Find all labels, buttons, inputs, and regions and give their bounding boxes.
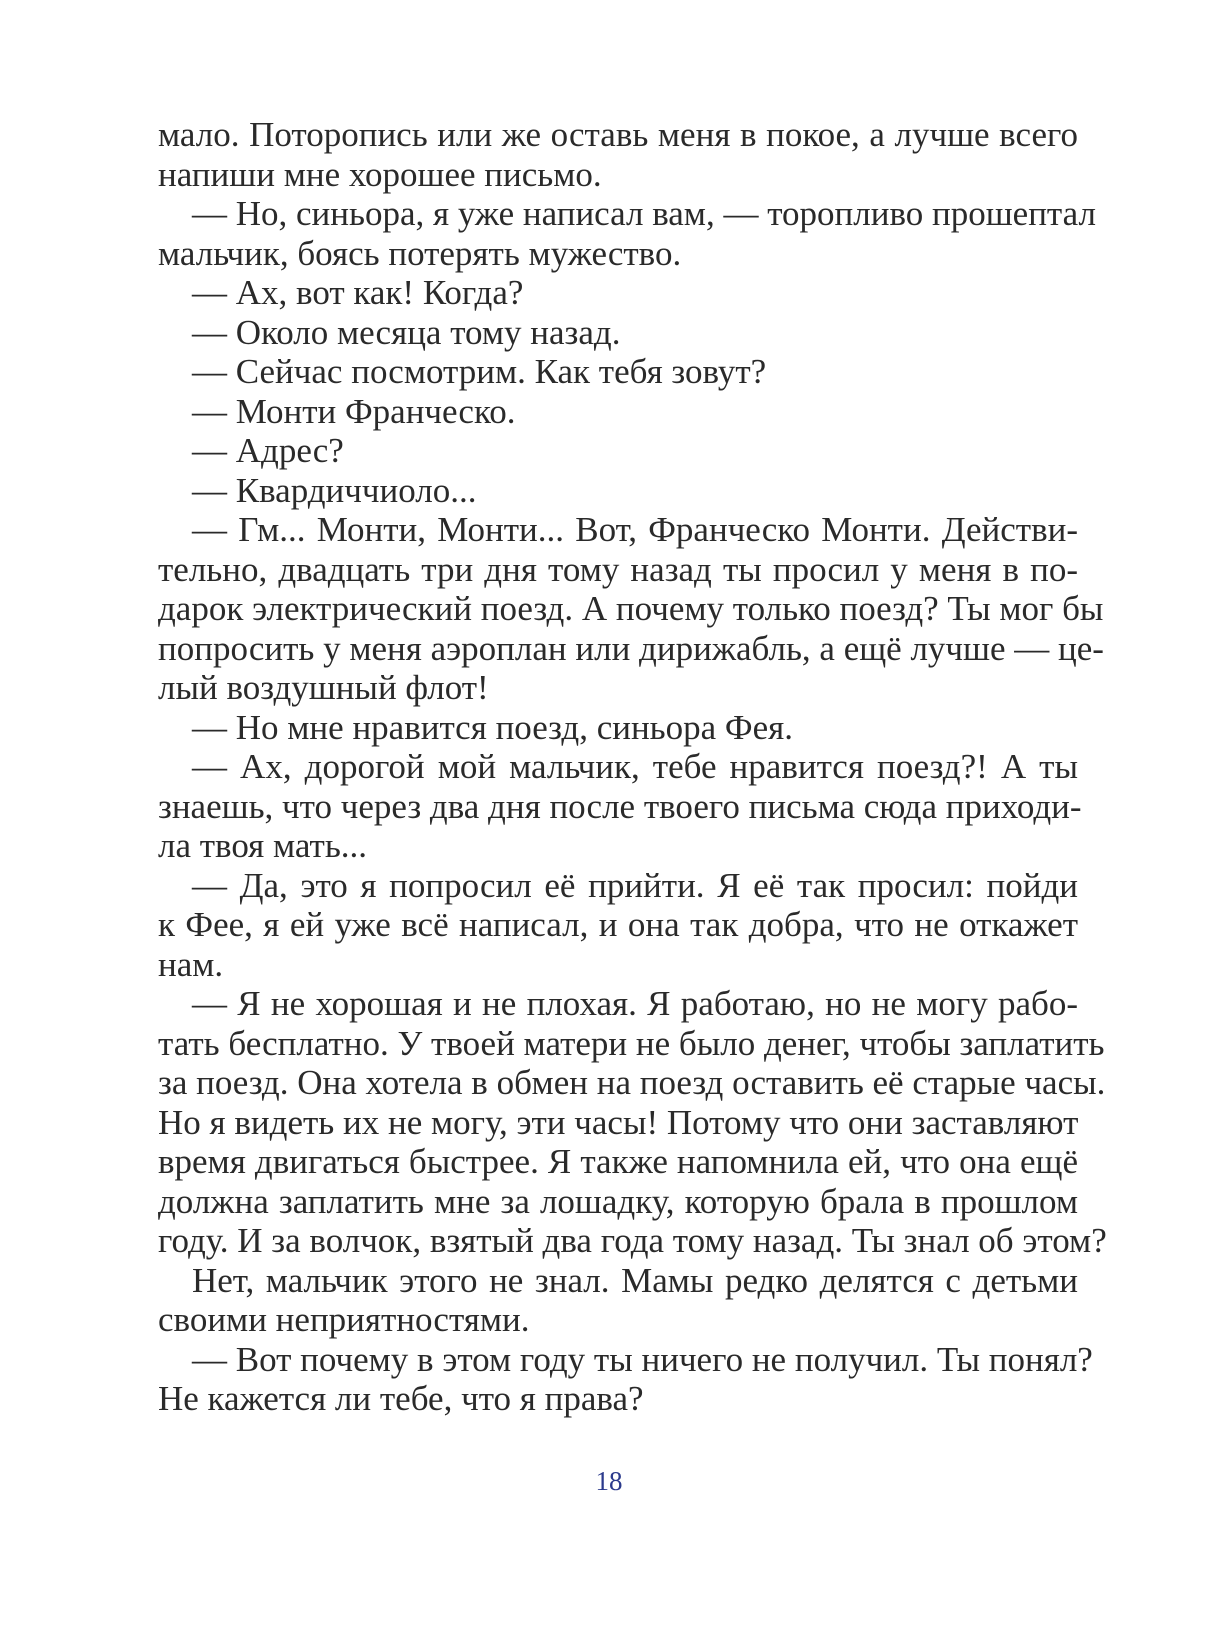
paragraph — [158, 1261, 1078, 1340]
text-line: — Ах, вот как! Когда? — [192, 273, 524, 312]
text-line: знаешь, что через два дня после твоего письма сюда приходи- — [158, 786, 1082, 826]
text-line: Но я видеть их не могу, эти часы! Потому что они заставляют — [158, 1102, 1079, 1142]
text-line: нам. — [158, 944, 224, 984]
text-line: попросить у меня аэроплан или дирижабль, а ещё лучше — це- — [158, 628, 1104, 668]
paragraph — [158, 194, 1096, 273]
text-line: — Около месяца тому назад. — [192, 312, 621, 352]
text-line: должна заплатить мне за лошадку, которую брала в прошлом — [158, 1181, 1078, 1221]
text-line: Не кажется ли тебе, что я права? — [158, 1379, 644, 1418]
text-line: — Монти Франческо. — [192, 391, 516, 431]
paragraph — [158, 510, 1104, 708]
text-line: году. И за волчок, взятый два года тому назад. Ты знал об этом? — [158, 1221, 1107, 1260]
text-line: своими неприятностями. — [158, 1300, 530, 1339]
paragraph — [158, 273, 1078, 313]
paragraph — [158, 392, 1078, 432]
paragraph — [158, 1339, 1093, 1419]
text-line: к Фее, я ей уже всё написал, и она так добра, что не откажет — [158, 905, 1078, 944]
paragraph — [158, 313, 1078, 353]
paragraph — [158, 866, 1078, 985]
text-line: — Ах, дорогой мой мальчик, тебе нравится поезд?! А ты — [192, 747, 1078, 786]
paragraph — [158, 431, 1078, 471]
text-line: ла твоя мать... — [158, 826, 368, 865]
text-line: тать бесплатно. У твоей матери не было денег, чтобы заплатить — [158, 1023, 1105, 1063]
paragraph — [158, 747, 1082, 866]
text-line: — Гм... Монти, Монти... Вот, Франческо Монти. Действи- — [192, 510, 1078, 549]
text-line: лый воздушный флот! — [158, 668, 489, 707]
text-line: мало. Поторопись или же оставь меня в покое, а лучше всего — [158, 115, 1078, 154]
text-line: мальчик, боясь потерять мужество. — [158, 233, 682, 273]
text-line: — Сейчас посмотрим. Как тебя зовут? — [192, 352, 767, 391]
text-line: — Я не хорошая и не плохая. Я работаю, но не могу рабо- — [192, 984, 1078, 1023]
text-line: за поезд. Она хотела в обмен на поезд оставить её старые часы. — [158, 1063, 1106, 1102]
text-line: — Да, это я попросил её прийти. Я её так просил: пойди — [192, 865, 1078, 905]
text-line: — Но, синьора, я уже написал вам, — торопливо прошептал — [192, 194, 1096, 233]
paragraph — [158, 471, 1078, 511]
text-line: — Квардиччиоло... — [192, 470, 477, 510]
text-line: — Адрес? — [192, 431, 344, 470]
paragraph — [158, 984, 1107, 1261]
page-number: 18 — [595, 1466, 623, 1496]
text-line: — Вот почему в этом году ты ничего не получил. Ты понял? — [192, 1339, 1093, 1379]
text-line: напиши мне хорошее письмо. — [158, 154, 602, 194]
paragraph — [158, 352, 1078, 392]
text-line: время двигаться быстрее. Я также напомнила ей, что она ещё — [158, 1142, 1078, 1181]
text-line: — Но мне нравится поезд, синьора Фея. — [192, 707, 793, 747]
paragraph — [158, 115, 1078, 194]
text-line: дарок электрический поезд. А почему только поезд? Ты мог бы — [158, 589, 1104, 628]
paragraph — [158, 708, 1078, 748]
text-line: Нет, мальчик этого не знал. Мамы редко делятся с детьми — [192, 1260, 1078, 1300]
page-text — [158, 115, 1107, 1419]
text-line: тельно, двадцать три дня тому назад ты просил у меня в по- — [158, 549, 1078, 589]
